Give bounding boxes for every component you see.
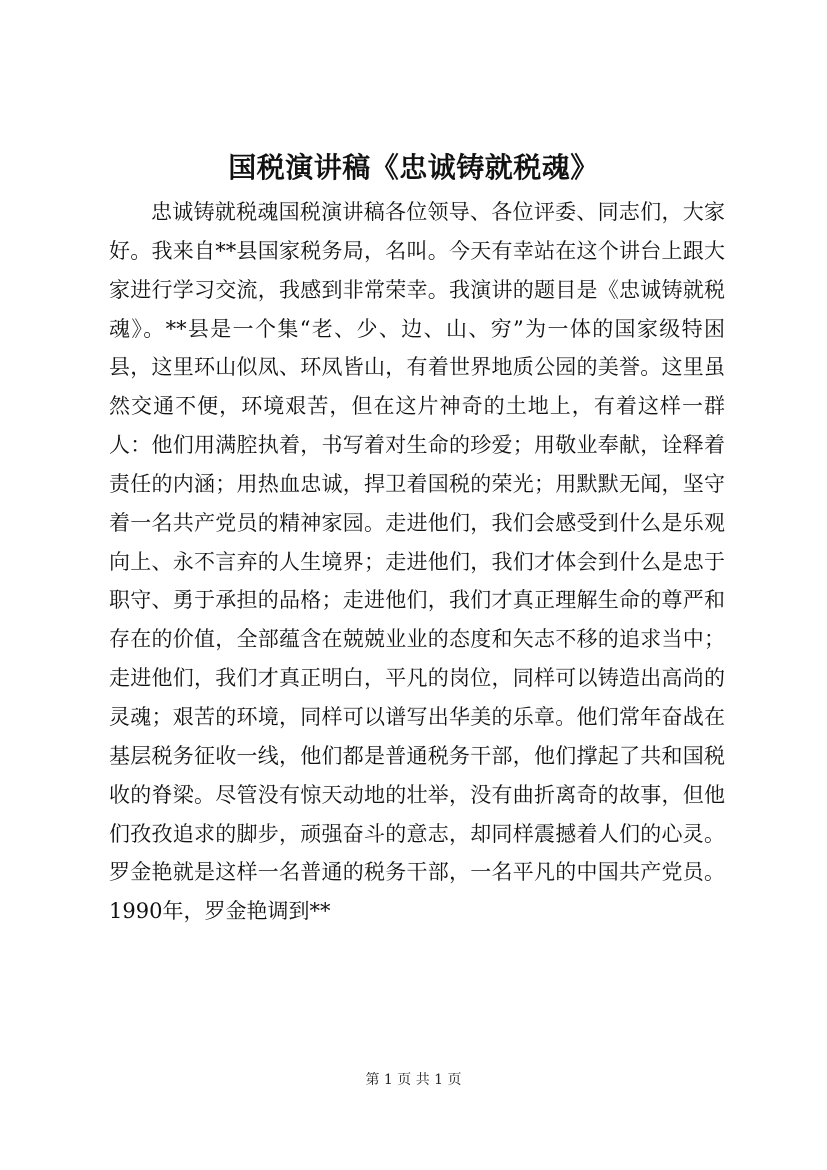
document-body-paragraph: 忠诚铸就税魂国税演讲稿各位领导、各位评委、同志们，大家好。我来自**县国家税务局，名叫。今天有幸站在这个讲台上跟大家进行学习交流，我感到非常荣幸。我演讲的题目是《忠诚铸就税魂》。**县是一个集“老、少、边、山、穷”为一体的国家级特困县，这里环山似凤、环凤皆山，有着世界地质公园的美誉。这里虽然交通不便，环境艰苦，但在这片神奇的土地上，有着这样一群人：他们用满腔执着，书写着对生命的珍爱；用敬业奉献，诠释着责任的内涵；用热血忠诚，捍卫着国税的荣光；用默默无闻，坚守着一名共产党员的精神家园。走进他们，我们会感受到什么是乐观向上、永不言弃的人生境界；走进他们，我们才体会到什么是忠于职守、勇于承担的品格；走进他们，我们才真正理解生命的尊严和存在的价值，全部蕴含在兢兢业业的态度和矢志不移的追求当中；走进他们，我们才真正明白，平凡的岗位，同样可以铸造出高尚的灵魂；艰苦的环境，同样可以谱写出华美的乐章。他们常年奋战在基层税务征收一线，他们都是普通税务干部，他们撑起了共和国税收的脊梁。尽管没有惊天动地的壮举，没有曲折离奇的故事，但他们孜孜追求的脚步，顽强奋斗的意志，却同样震撼着人们的心灵。罗金艳就是这样一名普通的税务干部，一名平凡的中国共产党员。1990年，罗金艳调到** — [109, 200, 725, 924]
document-title: 国税演讲稿《忠诚铸就税魂》 — [228, 151, 599, 184]
page-footer: 第 1 页 共 1 页 — [365, 1072, 462, 1088]
